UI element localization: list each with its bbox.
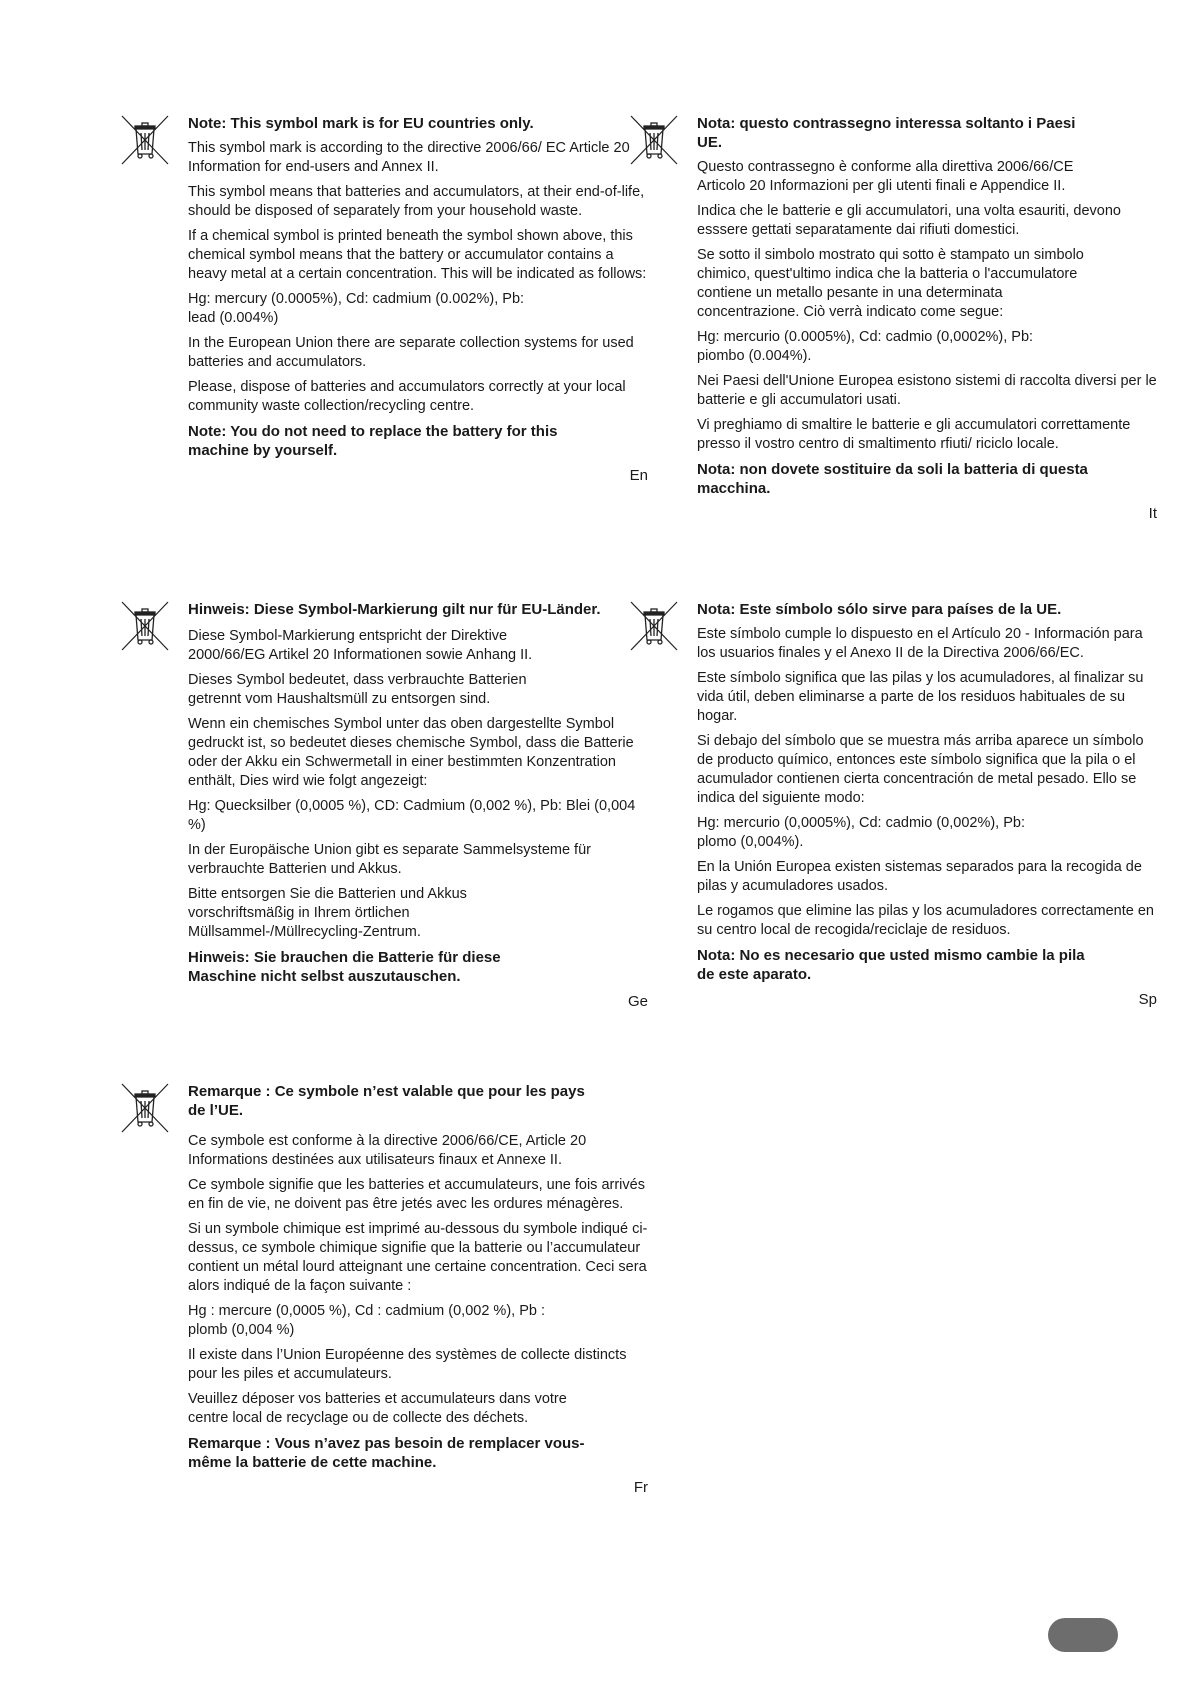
paragraph: This symbol means that batteries and accumulators, at their end-of-life, should be disposed of separately from your household waste. [188, 184, 645, 219]
paragraph: Bitte entsorgen Sie die Batterien und Akkus vorschriftsmäßig in Ihrem örtlichen Müllsammel-/Müllrecycling-Zentrum. [188, 886, 467, 940]
paragraph: In der Europäische Union gibt es separate Sammelsysteme für verbrauchte Batterien und Akkus. [188, 842, 591, 877]
paragraph: If a chemical symbol is printed beneath the symbol shown above, this chemical symbol means that the battery or accumulator contains a heavy metal at a certain concentration. This will be indicated as follows: [188, 228, 647, 282]
section-ge [188, 600, 648, 1011]
language-code: Ge [627, 993, 648, 1010]
section-heading: Nota: questo contrassegno interessa soltanto i Paesi UE. [697, 115, 1076, 151]
paragraph: Este símbolo cumple lo dispuesto en el Artículo 20 - Información para los usuarios finales y el Anexo II de la Directiva 2006/66/EC. [697, 626, 1143, 661]
paragraph: Diese Symbol-Markierung entspricht der Direktive 2000/66/EG Artikel 20 Informationen sowie Anhang II. [188, 628, 533, 663]
crossed-bin-icon [120, 114, 170, 166]
language-code: It [1148, 505, 1157, 522]
paragraph: Wenn ein chemisches Symbol unter das oben dargestellte Symbol gedruckt ist, so bedeutet dieses chemische Symbol, dass die Batterie oder der Akku ein Schwermetall in einer bestimmten Konzentration enthält, Dies wird wie folgt angezeigt: [188, 716, 634, 789]
paragraph: Le rogamos que elimine las pilas y los acumuladores correctamente en su centro local de recogida/reciclaje de residuos. [697, 903, 1154, 938]
crossed-bin-icon [629, 600, 679, 652]
page-tab [1048, 1618, 1118, 1652]
final-note: Nota: No es necesario que usted mismo cambie la pila de este aparato. [697, 947, 1085, 983]
paragraph: Dieses Symbol bedeutet, dass verbrauchte Batterien getrennt vom Haushaltsmüll zu entsorgen sind. [188, 672, 527, 707]
crossed-bin-icon [120, 600, 170, 652]
section-heading: Note: This symbol mark is for EU countries only. [188, 115, 534, 132]
crossed-bin-icon [120, 1082, 170, 1134]
final-note: Nota: non dovete sostituire da soli la batteria di questa macchina. [697, 461, 1088, 497]
section-sp [697, 600, 1157, 1009]
paragraph: Questo contrassegno è conforme alla direttiva 2006/66/CE Articolo 20 Informazioni per gli utenti finali e Appendice II. [697, 159, 1074, 194]
paragraph: This symbol mark is according to the directive 2006/66/ EC Article 20 Information for end-users and Annex II. [188, 140, 630, 175]
paragraph: Hg: mercury (0.0005%), Cd: cadmium (0.002%), Pb: lead (0.004%) [188, 291, 525, 326]
paragraph: Si debajo del símbolo que se muestra más arriba aparece un símbolo de producto químico, entonces este símbolo significa que la pila o el acumulador contienen cierta concentración de metal pesado. Ello se indica del siguiente modo: [697, 733, 1144, 806]
section-heading: Nota: Este símbolo sólo sirve para países de la UE. [697, 601, 1062, 618]
paragraph: Se sotto il simbolo mostrato qui sotto è stampato un simbolo chimico, quest'ultimo indica che la batteria o l'accumulatore contiene un metallo pesante in una determinata concentrazione. Ciò verrà indicato come segue: [697, 247, 1084, 320]
paragraph: Veuillez déposer vos batteries et accumulateurs dans votre centre local de recyclage ou de collecte des déchets. [188, 1391, 567, 1426]
section-en [188, 114, 648, 485]
final-note: Note: You do not need to replace the battery for this machine by yourself. [188, 423, 558, 459]
paragraph: In the European Union there are separate collection systems for used batteries and accumulators. [188, 335, 634, 370]
final-note: Hinweis: Sie brauchen die Batterie für diese Maschine nicht selbst auszutauschen. [188, 949, 501, 985]
paragraph: Vi preghiamo di smaltire le batterie e gli accumulatori correttamente presso il vostro centro di smaltimento rfiuti/ riciclo locale. [697, 417, 1131, 452]
paragraph: Please, dispose of batteries and accumulators correctly at your local community waste collection/recycling centre. [188, 379, 626, 414]
section-heading: Hinweis: Diese Symbol-Markierung gilt nur für EU-Länder. [188, 601, 601, 618]
paragraph: Il existe dans l’Union Européenne des systèmes de collecte distincts pour les piles et accumulateurs. [188, 1347, 627, 1382]
paragraph: Este símbolo significa que las pilas y los acumuladores, al finalizar su vida útil, deben eliminarse a parte de los residuos habituales de su hogar. [697, 670, 1144, 724]
language-code: Sp [1138, 991, 1157, 1008]
paragraph: Si un symbole chimique est imprimé au-dessous du symbole indiqué ci-dessus, ce symbole chimique signifie que la batterie ou l’accumulateur contient un métal lourd atteignant une certaine concentration. Ceci sera alors indiqué de la façon suivante : [188, 1221, 648, 1294]
paragraph: Ce symbole est conforme à la directive 2006/66/CE, Article 20 Informations destinées aux utilisateurs finaux et Annexe II. [188, 1133, 587, 1168]
crossed-bin-icon [629, 114, 679, 166]
language-code: En [629, 467, 648, 484]
paragraph: Nei Paesi dell'Unione Europea esistono sistemi di raccolta diversi per le batterie e gli accumulatori usati. [697, 373, 1157, 408]
language-code: Fr [633, 1479, 648, 1496]
paragraph: Indica che le batterie e gli accumulatori, una volta esauriti, devono esssere gettati separatamente dai rifiuti domestici. [697, 203, 1121, 238]
final-note: Remarque : Vous n’avez pas besoin de remplacer vous-même la batterie de cette machine. [188, 1435, 585, 1471]
paragraph: Hg: mercurio (0.0005%), Cd: cadmio (0,0002%), Pb: piombo (0.004%). [697, 329, 1034, 364]
section-it [697, 114, 1157, 523]
paragraph: En la Unión Europea existen sistemas separados para la recogida de pilas y acumuladores usados. [697, 859, 1142, 894]
section-heading: Remarque : Ce symbole n’est valable que pour les pays de l’UE. [188, 1083, 585, 1119]
paragraph: Hg : mercure (0,0005 %), Cd : cadmium (0,002 %), Pb : plomb (0,004 %) [188, 1303, 545, 1338]
paragraph: Hg: Quecksilber (0,0005 %), CD: Cadmium (0,002 %), Pb: Blei (0,004 %) [188, 798, 636, 833]
section-fr [188, 1082, 648, 1497]
paragraph: Ce symbole signifie que les batteries et accumulateurs, une fois arrivés en fin de vie, ne doivent pas être jetés avec les ordures ménagères. [188, 1177, 645, 1212]
paragraph: Hg: mercurio (0,0005%), Cd: cadmio (0,002%), Pb: plomo (0,004%). [697, 815, 1025, 850]
